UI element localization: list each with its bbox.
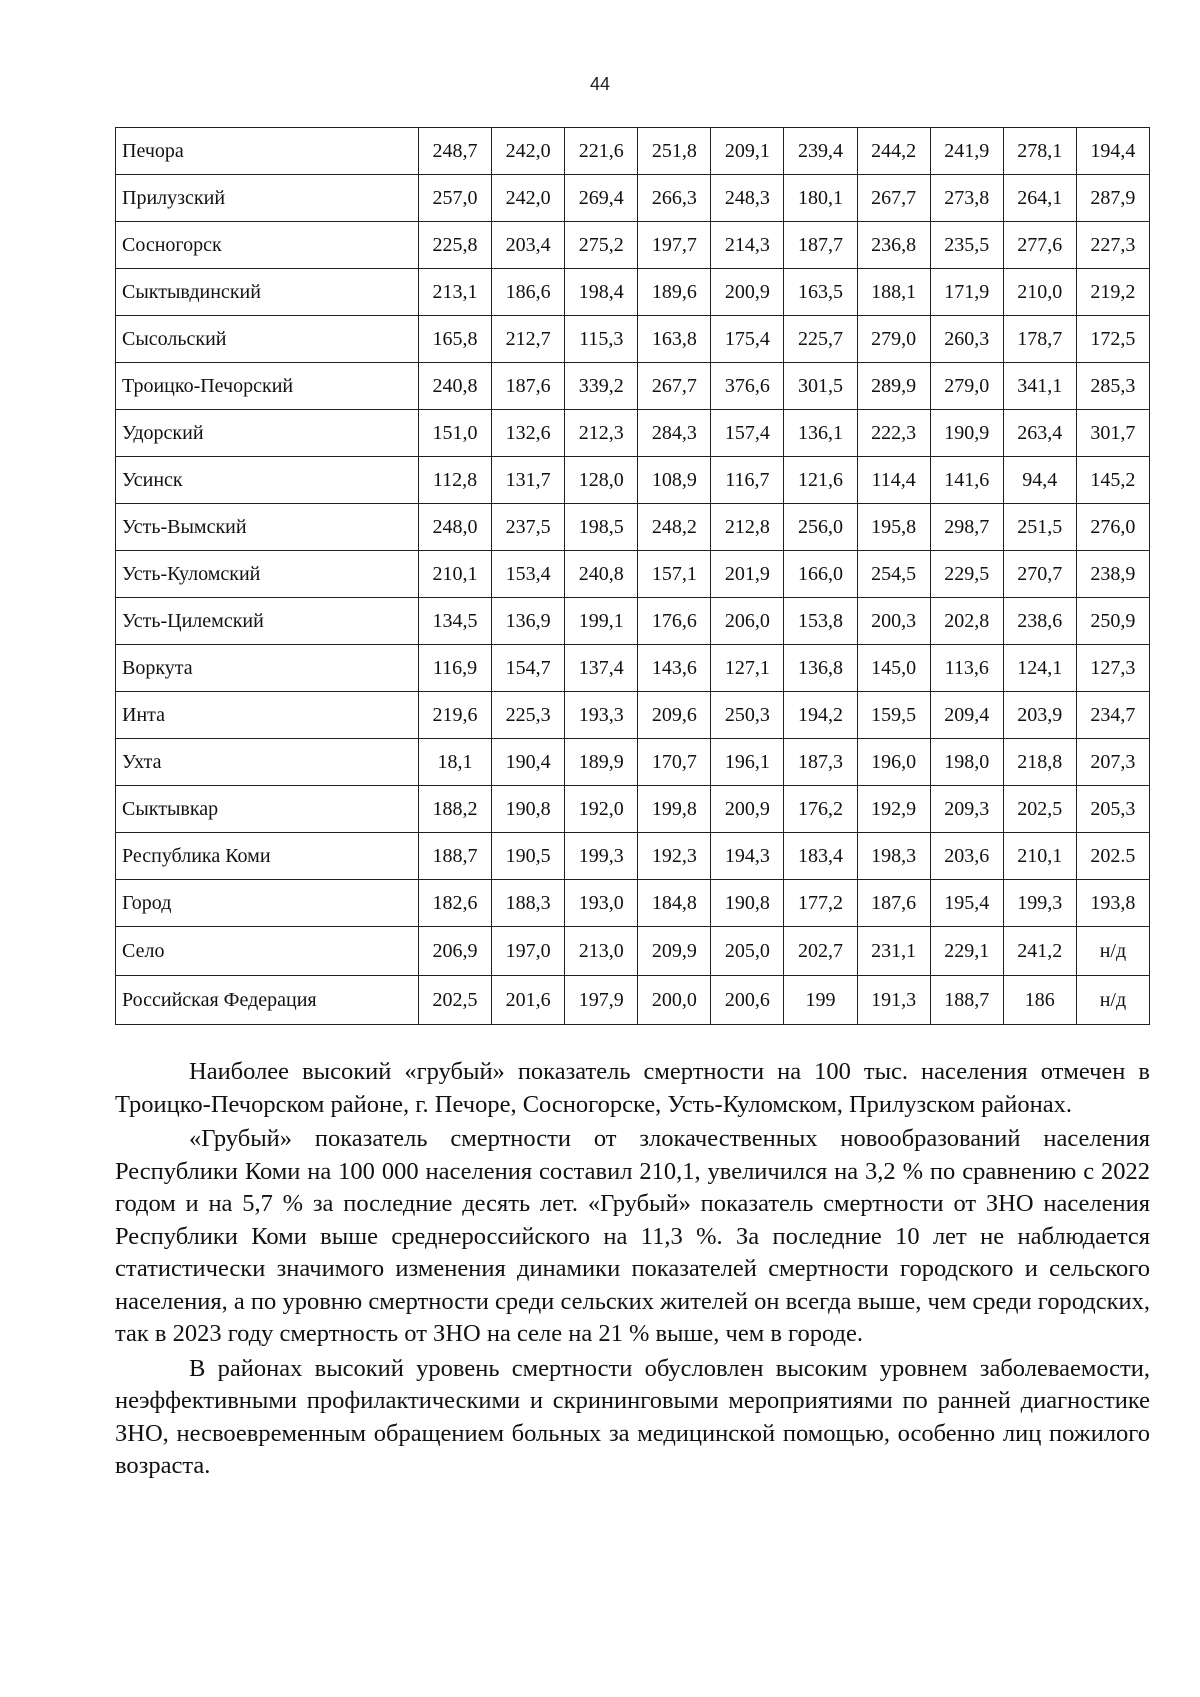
table-row <box>116 927 1150 976</box>
value-cell: 242,0 <box>492 128 565 175</box>
value-cell: 127,3 <box>1076 645 1149 692</box>
value-cell: 18,1 <box>419 739 492 786</box>
value-cell: 270,7 <box>1003 551 1076 598</box>
value-cell: 237,5 <box>492 504 565 551</box>
value-cell: 202,5 <box>419 976 492 1025</box>
value-cell: 251,8 <box>638 128 711 175</box>
value-cell: 199,3 <box>565 833 638 880</box>
value-cell: 240,8 <box>419 363 492 410</box>
value-cell: 241,9 <box>930 128 1003 175</box>
value-cell: 134,5 <box>419 598 492 645</box>
region-name-cell: Прилузский <box>116 175 419 222</box>
value-cell: 202.5 <box>1076 833 1149 880</box>
body-text <box>115 1056 1150 1485</box>
value-cell: 231,1 <box>857 927 930 976</box>
value-cell: 190,8 <box>711 880 784 927</box>
region-name-cell: Воркута <box>116 645 419 692</box>
value-cell: 170,7 <box>638 739 711 786</box>
table-row <box>116 316 1150 363</box>
region-name-cell: Усинск <box>116 457 419 504</box>
value-cell: 206,0 <box>711 598 784 645</box>
value-cell: н/д <box>1076 976 1149 1025</box>
value-cell: 227,3 <box>1076 222 1149 269</box>
value-cell: 241,2 <box>1003 927 1076 976</box>
table-row <box>116 833 1150 880</box>
value-cell: 180,1 <box>784 175 857 222</box>
value-cell: 254,5 <box>857 551 930 598</box>
value-cell: 194,3 <box>711 833 784 880</box>
value-cell: 202,5 <box>1003 786 1076 833</box>
region-name-cell: Сыктывдинский <box>116 269 419 316</box>
value-cell: 202,7 <box>784 927 857 976</box>
value-cell: 193,0 <box>565 880 638 927</box>
value-cell: 284,3 <box>638 410 711 457</box>
value-cell: 193,8 <box>1076 880 1149 927</box>
value-cell: 278,1 <box>1003 128 1076 175</box>
value-cell: 136,1 <box>784 410 857 457</box>
value-cell: 165,8 <box>419 316 492 363</box>
region-name-cell: Российская Федерация <box>116 976 419 1025</box>
value-cell: 172,5 <box>1076 316 1149 363</box>
value-cell: 213,1 <box>419 269 492 316</box>
value-cell: 183,4 <box>784 833 857 880</box>
value-cell: 203,9 <box>1003 692 1076 739</box>
value-cell: 248,0 <box>419 504 492 551</box>
value-cell: 136,9 <box>492 598 565 645</box>
value-cell: 212,3 <box>565 410 638 457</box>
value-cell: 250,3 <box>711 692 784 739</box>
table-row <box>116 457 1150 504</box>
value-cell: 244,2 <box>857 128 930 175</box>
value-cell: 190,8 <box>492 786 565 833</box>
value-cell: 203,6 <box>930 833 1003 880</box>
table-row <box>116 786 1150 833</box>
value-cell: 260,3 <box>930 316 1003 363</box>
table-row <box>116 363 1150 410</box>
value-cell: 171,9 <box>930 269 1003 316</box>
value-cell: 198,4 <box>565 269 638 316</box>
value-cell: 184,8 <box>638 880 711 927</box>
value-cell: 251,5 <box>1003 504 1076 551</box>
value-cell: 209,4 <box>930 692 1003 739</box>
value-cell: 248,7 <box>419 128 492 175</box>
value-cell: 163,8 <box>638 316 711 363</box>
value-cell: 116,7 <box>711 457 784 504</box>
table-row <box>116 598 1150 645</box>
value-cell: 190,5 <box>492 833 565 880</box>
value-cell: 222,3 <box>857 410 930 457</box>
value-cell: 192,3 <box>638 833 711 880</box>
value-cell: 218,8 <box>1003 739 1076 786</box>
value-cell: 205,3 <box>1076 786 1149 833</box>
value-cell: 190,9 <box>930 410 1003 457</box>
value-cell: 248,2 <box>638 504 711 551</box>
region-name-cell: Усть-Цилемский <box>116 598 419 645</box>
value-cell: 285,3 <box>1076 363 1149 410</box>
value-cell: 157,1 <box>638 551 711 598</box>
value-cell: 197,0 <box>492 927 565 976</box>
value-cell: 137,4 <box>565 645 638 692</box>
value-cell: 136,8 <box>784 645 857 692</box>
paragraph: «Грубый» показатель смертности от злокачественных новообразований населения Республики Коми на 100 000 населения составил 210,1, увеличился на 3,2 % по сравнению с 2022 годом и на 5,7 % за последние десять лет. «Грубый» показатель смертности от ЗНО населения Республики Коми выше среднероссийского на 11,3 %. За последние 10 лет не наблюдается статистически значимого изменения динамики показателей смертности городского и сельского населения, а по уровню смертности среди сельских жителей он всегда выше, чем среди городских, так в 2023 году смертность от ЗНО на селе на 21 % выше, чем в городе. <box>115 1125 1150 1347</box>
value-cell: 277,6 <box>1003 222 1076 269</box>
value-cell: 229,1 <box>930 927 1003 976</box>
value-cell: 187,3 <box>784 739 857 786</box>
value-cell: 132,6 <box>492 410 565 457</box>
value-cell: 225,8 <box>419 222 492 269</box>
value-cell: 219,2 <box>1076 269 1149 316</box>
table-row <box>116 269 1150 316</box>
value-cell: 157,4 <box>711 410 784 457</box>
value-cell: 301,7 <box>1076 410 1149 457</box>
region-name-cell: Троицко-Печорский <box>116 363 419 410</box>
page-number: 44 <box>589 74 611 94</box>
value-cell: 128,0 <box>565 457 638 504</box>
value-cell: 267,7 <box>638 363 711 410</box>
value-cell: 187,6 <box>492 363 565 410</box>
value-cell: 298,7 <box>930 504 1003 551</box>
region-name-cell: Сосногорск <box>116 222 419 269</box>
value-cell: 257,0 <box>419 175 492 222</box>
value-cell: 209,6 <box>638 692 711 739</box>
table-row <box>116 976 1150 1025</box>
value-cell: 210,0 <box>1003 269 1076 316</box>
value-cell: 153,4 <box>492 551 565 598</box>
value-cell: 250,9 <box>1076 598 1149 645</box>
value-cell: 339,2 <box>565 363 638 410</box>
value-cell: 263,4 <box>1003 410 1076 457</box>
value-cell: 195,8 <box>857 504 930 551</box>
value-cell: 266,3 <box>638 175 711 222</box>
value-cell: 279,0 <box>930 363 1003 410</box>
value-cell: 248,3 <box>711 175 784 222</box>
value-cell: 188,7 <box>419 833 492 880</box>
value-cell: 238,9 <box>1076 551 1149 598</box>
value-cell: 163,5 <box>784 269 857 316</box>
value-cell: 221,6 <box>565 128 638 175</box>
value-cell: 209,1 <box>711 128 784 175</box>
value-cell: 141,6 <box>930 457 1003 504</box>
region-name-cell: Усть-Куломский <box>116 551 419 598</box>
value-cell: 189,9 <box>565 739 638 786</box>
value-cell: 242,0 <box>492 175 565 222</box>
value-cell: 113,6 <box>930 645 1003 692</box>
value-cell: 182,6 <box>419 880 492 927</box>
value-cell: 166,0 <box>784 551 857 598</box>
value-cell: 301,5 <box>784 363 857 410</box>
value-cell: 198,0 <box>930 739 1003 786</box>
table-row <box>116 739 1150 786</box>
value-cell: 177,2 <box>784 880 857 927</box>
value-cell: 114,4 <box>857 457 930 504</box>
value-cell: 178,7 <box>1003 316 1076 363</box>
value-cell: 236,8 <box>857 222 930 269</box>
value-cell: 273,8 <box>930 175 1003 222</box>
value-cell: 210,1 <box>1003 833 1076 880</box>
value-cell: 94,4 <box>1003 457 1076 504</box>
value-cell: 186,6 <box>492 269 565 316</box>
region-name-cell: Ухта <box>116 739 419 786</box>
table-row <box>116 504 1150 551</box>
value-cell: 238,6 <box>1003 598 1076 645</box>
value-cell: 200,9 <box>711 786 784 833</box>
paragraph: Наиболее высокий «грубый» показатель смертности на 100 тыс. населения отмечен в Троицко-Печорском районе, г. Печоре, Сосногорске, Усть-Куломском, Прилузском районах. <box>115 1058 1150 1118</box>
value-cell: 124,1 <box>1003 645 1076 692</box>
value-cell: 191,3 <box>857 976 930 1025</box>
value-cell: 225,7 <box>784 316 857 363</box>
region-name-cell: Сысольский <box>116 316 419 363</box>
table-row <box>116 222 1150 269</box>
value-cell: 145,2 <box>1076 457 1149 504</box>
value-cell: 192,9 <box>857 786 930 833</box>
value-cell: 175,4 <box>711 316 784 363</box>
table-row <box>116 128 1150 175</box>
value-cell: 154,7 <box>492 645 565 692</box>
value-cell: 121,6 <box>784 457 857 504</box>
table-row <box>116 880 1150 927</box>
value-cell: 267,7 <box>857 175 930 222</box>
value-cell: 199,8 <box>638 786 711 833</box>
value-cell: 205,0 <box>711 927 784 976</box>
value-cell: 199,3 <box>1003 880 1076 927</box>
value-cell: 176,2 <box>784 786 857 833</box>
value-cell: 214,3 <box>711 222 784 269</box>
value-cell: 199,1 <box>565 598 638 645</box>
value-cell: 341,1 <box>1003 363 1076 410</box>
value-cell: 188,1 <box>857 269 930 316</box>
value-cell: 189,6 <box>638 269 711 316</box>
value-cell: 289,9 <box>857 363 930 410</box>
region-name-cell: Усть-Вымский <box>116 504 419 551</box>
value-cell: 201,6 <box>492 976 565 1025</box>
value-cell: 203,4 <box>492 222 565 269</box>
region-name-cell: Печора <box>116 128 419 175</box>
value-cell: 115,3 <box>565 316 638 363</box>
value-cell: 209,3 <box>930 786 1003 833</box>
value-cell: 212,8 <box>711 504 784 551</box>
value-cell: 239,4 <box>784 128 857 175</box>
region-name-cell: Удорский <box>116 410 419 457</box>
value-cell: 234,7 <box>1076 692 1149 739</box>
value-cell: 256,0 <box>784 504 857 551</box>
value-cell: н/д <box>1076 927 1149 976</box>
value-cell: 188,2 <box>419 786 492 833</box>
value-cell: 193,3 <box>565 692 638 739</box>
value-cell: 219,6 <box>419 692 492 739</box>
value-cell: 192,0 <box>565 786 638 833</box>
value-cell: 240,8 <box>565 551 638 598</box>
mortality-table <box>115 127 1150 1025</box>
value-cell: 200,0 <box>638 976 711 1025</box>
value-cell: 198,3 <box>857 833 930 880</box>
value-cell: 279,0 <box>857 316 930 363</box>
table-row <box>116 692 1150 739</box>
value-cell: 200,3 <box>857 598 930 645</box>
value-cell: 264,1 <box>1003 175 1076 222</box>
value-cell: 145,0 <box>857 645 930 692</box>
value-cell: 131,7 <box>492 457 565 504</box>
value-cell: 187,6 <box>857 880 930 927</box>
value-cell: 376,6 <box>711 363 784 410</box>
value-cell: 200,6 <box>711 976 784 1025</box>
value-cell: 210,1 <box>419 551 492 598</box>
value-cell: 235,5 <box>930 222 1003 269</box>
value-cell: 206,9 <box>419 927 492 976</box>
value-cell: 188,7 <box>930 976 1003 1025</box>
table-row <box>116 551 1150 598</box>
value-cell: 276,0 <box>1076 504 1149 551</box>
value-cell: 190,4 <box>492 739 565 786</box>
value-cell: 287,9 <box>1076 175 1149 222</box>
value-cell: 207,3 <box>1076 739 1149 786</box>
region-name-cell: Инта <box>116 692 419 739</box>
value-cell: 197,9 <box>565 976 638 1025</box>
value-cell: 200,9 <box>711 269 784 316</box>
table-row <box>116 410 1150 457</box>
value-cell: 201,9 <box>711 551 784 598</box>
table-body <box>116 128 1150 1025</box>
value-cell: 108,9 <box>638 457 711 504</box>
value-cell: 198,5 <box>565 504 638 551</box>
paragraph: В районах высокий уровень смертности обусловлен высоким уровнем заболеваемости, неэффективными профилактическими и скрининговыми мероприятиями по ранней диагностике ЗНО, несвоевременным обращением больных за медицинской помощью, особенно лиц пожилого возраста. <box>115 1354 1150 1479</box>
value-cell: 195,4 <box>930 880 1003 927</box>
value-cell: 194,2 <box>784 692 857 739</box>
value-cell: 188,3 <box>492 880 565 927</box>
value-cell: 202,8 <box>930 598 1003 645</box>
region-name-cell: Республика Коми <box>116 833 419 880</box>
value-cell: 196,1 <box>711 739 784 786</box>
value-cell: 127,1 <box>711 645 784 692</box>
value-cell: 199 <box>784 976 857 1025</box>
value-cell: 112,8 <box>419 457 492 504</box>
value-cell: 209,9 <box>638 927 711 976</box>
value-cell: 194,4 <box>1076 128 1149 175</box>
value-cell: 159,5 <box>857 692 930 739</box>
value-cell: 153,8 <box>784 598 857 645</box>
value-cell: 143,6 <box>638 645 711 692</box>
region-name-cell: Сыктывкар <box>116 786 419 833</box>
value-cell: 212,7 <box>492 316 565 363</box>
region-name-cell: Город <box>116 880 419 927</box>
region-name-cell: Село <box>116 927 419 976</box>
table-row <box>116 645 1150 692</box>
value-cell: 275,2 <box>565 222 638 269</box>
value-cell: 176,6 <box>638 598 711 645</box>
value-cell: 186 <box>1003 976 1076 1025</box>
value-cell: 269,4 <box>565 175 638 222</box>
value-cell: 229,5 <box>930 551 1003 598</box>
value-cell: 225,3 <box>492 692 565 739</box>
value-cell: 187,7 <box>784 222 857 269</box>
value-cell: 196,0 <box>857 739 930 786</box>
value-cell: 151,0 <box>419 410 492 457</box>
value-cell: 116,9 <box>419 645 492 692</box>
value-cell: 213,0 <box>565 927 638 976</box>
value-cell: 197,7 <box>638 222 711 269</box>
table-row <box>116 175 1150 222</box>
